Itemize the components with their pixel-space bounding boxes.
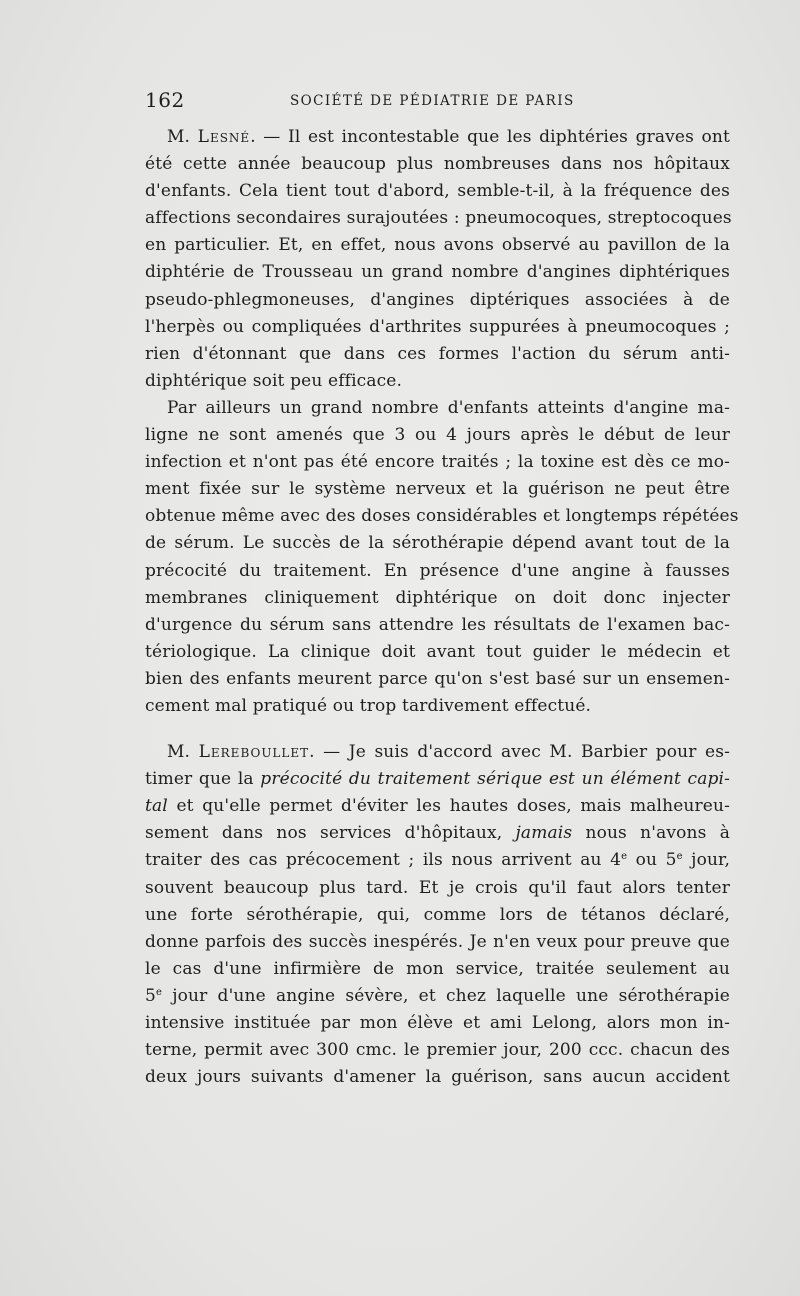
text-line: intensive instituée par mon élève et ami Lelong, alors mon in- <box>145 1013 730 1033</box>
line-text: jour d'une angine sévère, et chez laquelle une sérothérapie <box>162 985 730 1006</box>
text-line: précocité du traitement. En présence d'une angine à fausses <box>145 560 730 581</box>
line-text: traiter des cas précocement ; ils nous arrivent au 4 <box>145 850 622 871</box>
text-line: l'herpès ou compliquées d'arthrites suppurées à pneumocoques ; <box>145 316 730 337</box>
running-head: SOCIÉTÉ DE PÉDIATRIE DE PARIS <box>290 93 575 109</box>
text-line: une forte sérothérapie, qui, comme lors de tétanos déclaré, <box>145 904 730 925</box>
line-text: ou 5 <box>627 850 677 871</box>
speaker-prefix: M. <box>167 742 199 763</box>
italic-text: jamais <box>515 823 573 844</box>
text-line: d'urgence du sérum sans attendre les résultats de l'examen bac- <box>145 614 730 635</box>
text-line: ligne ne sont amenés que 3 ou 4 jours après le début de leur <box>145 425 730 446</box>
text-line: Par ailleurs un grand nombre d'enfants atteints d'angine ma- <box>167 397 730 418</box>
text-line: le cas d'une infirmière de mon service, traitée seulement au <box>145 958 730 979</box>
page-number: 162 <box>145 88 185 112</box>
text-line: de sérum. Le succès de la sérothérapie dépend avant tout de la <box>145 533 730 554</box>
text-line: été cette année beaucoup plus nombreuses dans nos hôpitaux <box>145 154 730 175</box>
body-text <box>145 124 739 1091</box>
italic-text: précocité du traitement sérique est un élément capi- <box>260 769 731 790</box>
text-line <box>145 793 730 820</box>
text-line: bien des enfants meurent parce qu'on s'est basé sur un ensemen- <box>145 668 730 689</box>
text-line <box>145 766 730 793</box>
text-line <box>145 847 730 874</box>
line-text: timer que la <box>145 769 261 790</box>
line-text: et qu'elle permet d'éviter les hautes doses, mais malheureu- <box>167 796 730 817</box>
text-line: d'enfants. Cela tient tout d'abord, semble-t-il, à la fréquence des <box>145 181 730 202</box>
text-line <box>145 820 730 847</box>
line-text: jour, <box>682 850 731 871</box>
text-line: cement mal pratiqué ou trop tardivement effectué. <box>145 695 592 716</box>
line-text: nous n'avons à <box>572 823 730 844</box>
text-line: membranes cliniquement diphtérique on doit donc injecter <box>145 587 730 608</box>
speaker-name: Lereboullet <box>198 742 310 763</box>
line-text: . — Je suis d'accord avec M. Barbier pour es- <box>309 742 730 763</box>
text-line: obtenue même avec des doses considérables et longtemps répétées <box>145 506 739 527</box>
text-line: souvent beaucoup plus tard. Et je crois qu'il faut alors tenter <box>145 877 730 898</box>
text-line <box>145 983 730 1010</box>
text-line: diphtérique soit peu efficace. <box>145 370 403 391</box>
page-header <box>145 88 730 118</box>
text-line: tériologique. La clinique doit avant tout guider le médecin et <box>145 641 730 662</box>
superscript: e <box>676 851 683 863</box>
superscript: e <box>155 986 163 998</box>
speaker-name: Lesné <box>197 127 251 147</box>
text-line <box>145 124 730 151</box>
paragraph-gap <box>145 720 730 739</box>
text-line: deux jours suivants d'amener la guérison, sans aucun accident <box>145 1067 730 1088</box>
text-line: ment fixée sur le système nerveux et la guérison ne peut être <box>145 479 730 500</box>
text-line: infection et n'ont pas été encore traités ; la toxine est dès ce mo- <box>145 452 730 473</box>
text-line: affections secondaires surajoutées : pneumocoques, streptocoques <box>145 208 732 229</box>
text-line <box>145 739 730 766</box>
text-line: donne parfois des succès inespérés. Je n'en veux pour preuve que <box>145 931 730 952</box>
text-line: rien d'étonnant que dans ces formes l'action du sérum anti- <box>145 343 730 364</box>
superscript: e <box>621 851 628 863</box>
line-text: 5 <box>145 985 156 1006</box>
italic-text: tal <box>145 796 168 817</box>
text-line: pseudo-phlegmoneuses, d'angines diptériques associées à de <box>145 289 730 310</box>
line-text: . — Il est incontestable que les diphtéries graves ont <box>250 127 731 147</box>
line-text: sement dans nos services d'hôpitaux, <box>145 823 516 844</box>
text-line: diphtérie de Trousseau un grand nombre d'angines diphtériques <box>145 262 730 283</box>
text-line: en particulier. Et, en effet, nous avons observé au pavillon de la <box>145 235 730 256</box>
speaker-prefix: M. <box>167 127 198 147</box>
text-line: terne, permit avec 300 cmc. le premier jour, 200 ccc. chacun des <box>145 1040 730 1061</box>
